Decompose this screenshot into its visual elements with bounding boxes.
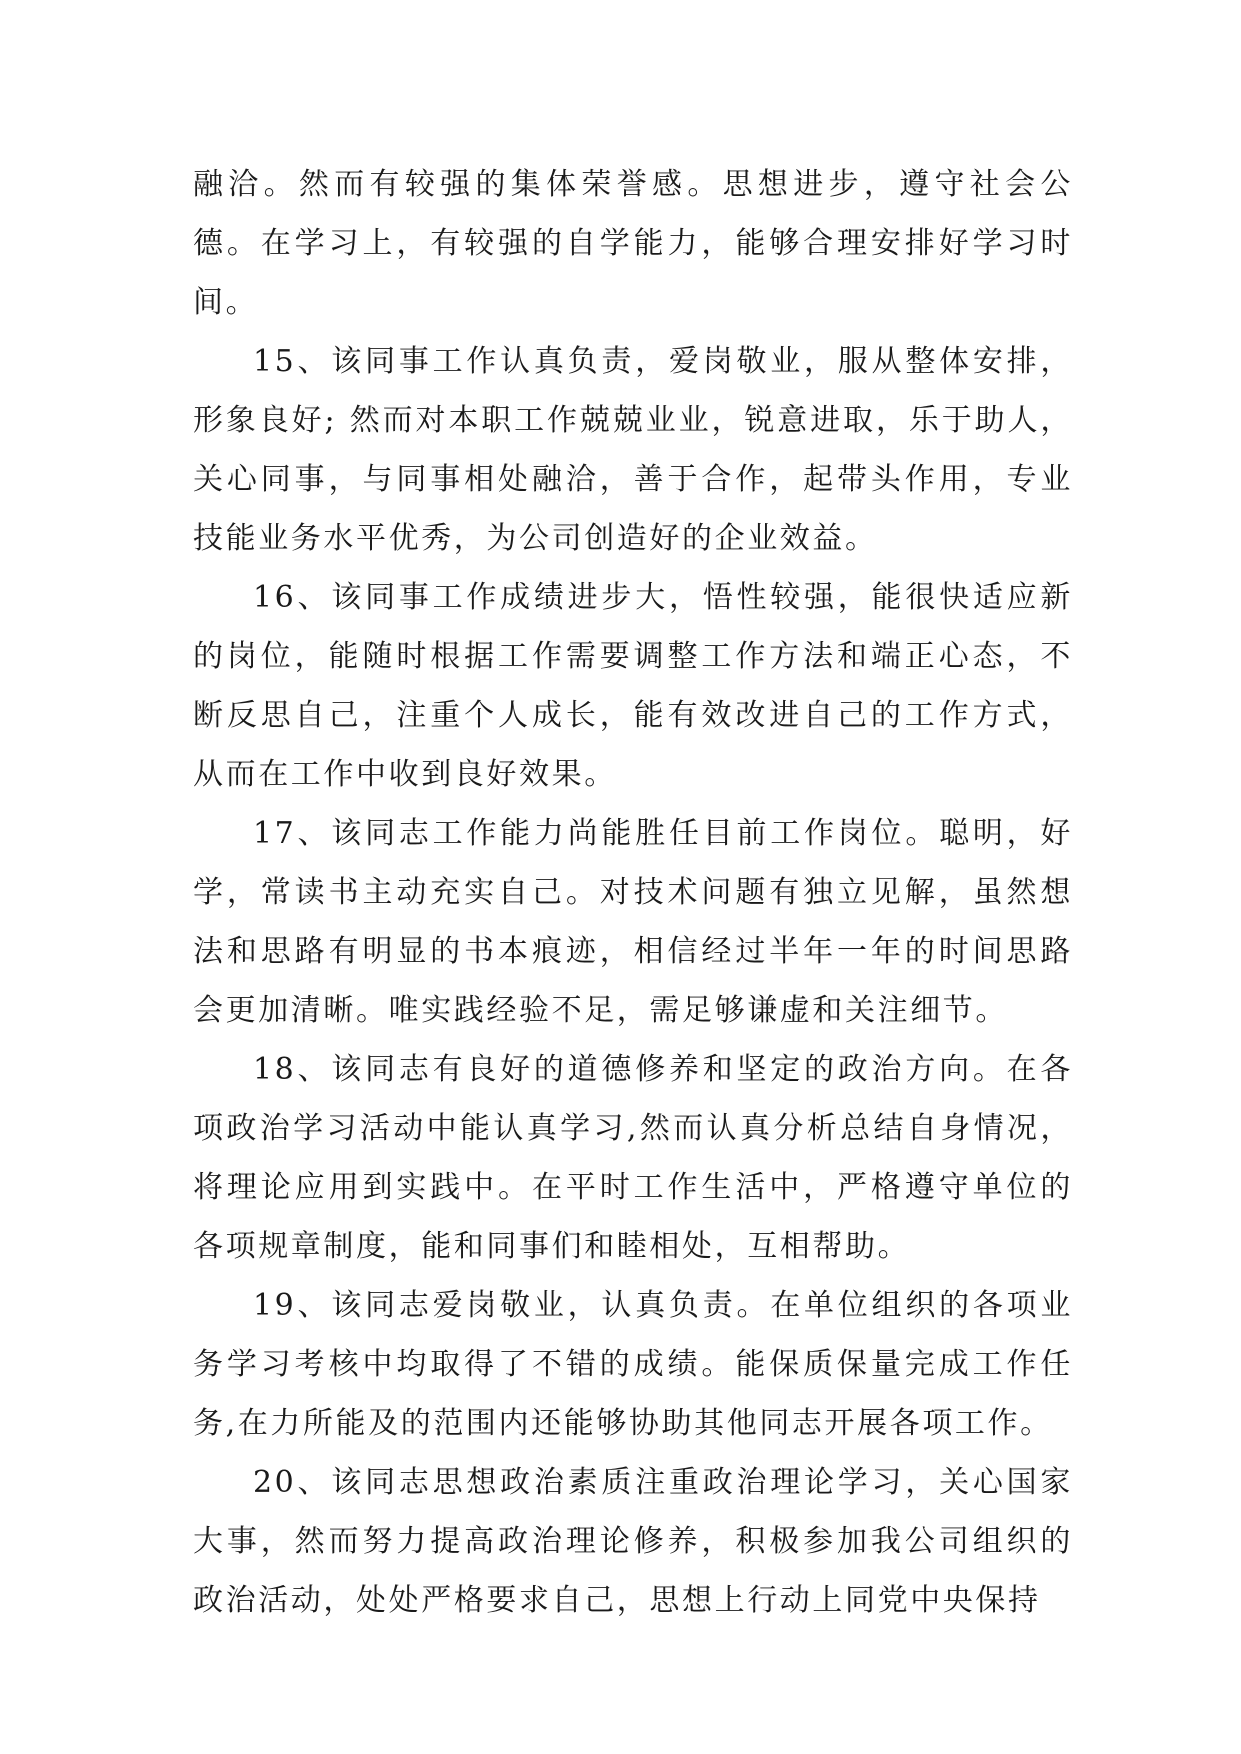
paragraph-19: 19、该同志爱岗敬业，认真负责。在单位组织的各项业务学习考核中均取得了不错的成绩。能保质保量完成工作任务,在力所能及的范围内还能够协助其他同志开展各项工作。 [193,1288,1073,1441]
paragraph-16: 16、该同事工作成绩进步大，悟性较强，能很快适应新的岗位，能随时根据工作需要调整工作方法和端正心态，不断反思自己，注重个人成长，能有效改进自己的工作方式，从而在工作中收到良好效果。 [193,580,1073,792]
paragraph-18: 18、该同志有良好的道德修养和坚定的政治方向。在各项政治学习活动中能认真学习,然而认真分析总结自身情况，将理论应用到实践中。在平时工作生活中，严格遵守单位的各项规章制度，能和同事们和睦相处，互相帮助。 [193,1052,1073,1264]
paragraph-15: 15、该同事工作认真负责，爱岗敬业，服从整体安排，形象良好; 然而对本职工作兢兢业业，锐意进取，乐于助人，关心同事，与同事相处融洽，善于合作，起带头作用，专业技能业务水平优秀，为公司创造好的企业效益。 [193,344,1073,556]
paragraph-continuation: 融洽。然而有较强的集体荣誉感。思想进步，遵守社会公德。在学习上，有较强的自学能力，能够合理安排好学习时间。 [193,167,1073,320]
paragraph-17: 17、该同志工作能力尚能胜任目前工作岗位。聪明，好学，常读书主动充实自己。对技术问题有独立见解，虽然想法和思路有明显的书本痕迹，相信经过半年一年的时间思路会更加清晰。唯实践经验不足，需足够谦虚和关注细节。 [193,816,1073,1028]
paragraph-20: 20、该同志思想政治素质注重政治理论学习，关心国家大事，然而努力提高政治理论修养，积极参加我公司组织的政治活动，处处严格要求自己，思想上行动上同党中央保持 [193,1465,1073,1618]
document-body [193,155,1073,1630]
